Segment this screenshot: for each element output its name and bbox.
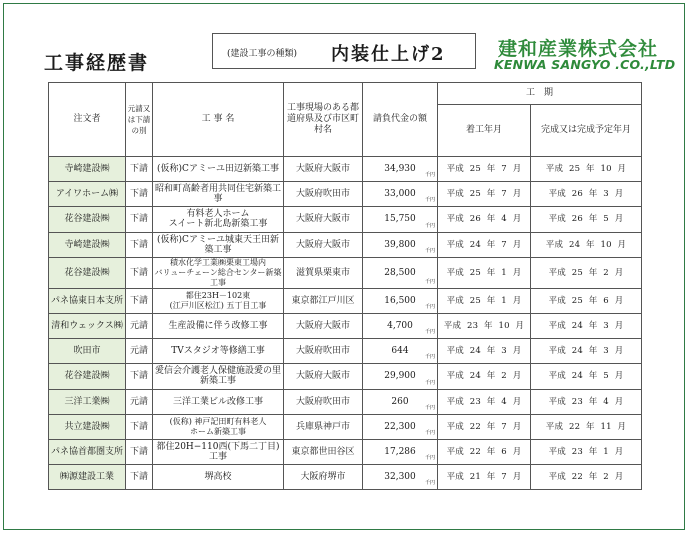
end-date-cell: 平成 25 年 2 月 (531, 257, 642, 288)
contract-type-cell: 下請 (126, 364, 153, 389)
table-row (49, 364, 642, 389)
client-cell: パネ協東日本支所 (49, 288, 126, 313)
location-cell: 大阪府堺市 (284, 465, 363, 490)
header-location: 工事現場のある都道府県及び市区町村名 (284, 83, 363, 157)
yen-unit-label: 千円 (424, 278, 435, 285)
contract-type-cell: 下請 (126, 439, 153, 464)
table-row (49, 439, 642, 464)
table-row (49, 232, 642, 257)
location-cell: 大阪府大阪市 (284, 364, 363, 389)
contract-type-cell: 下請 (126, 465, 153, 490)
yen-unit-label: 千円 (424, 303, 435, 310)
client-cell: 共立建設㈱ (49, 414, 126, 439)
amount-cell (363, 414, 438, 439)
client-cell: 清和ウェックス㈱ (49, 313, 126, 338)
project-name-cell: TVスタジオ等修繕工事 (153, 339, 284, 364)
amount-value: 33,000 (384, 189, 416, 200)
project-name-cell: (仮称)Cアミーユ城東天王田新築工事 (153, 232, 284, 257)
amount-value: 22,300 (384, 421, 416, 432)
header-client: 注文者 (49, 83, 126, 157)
location-cell: 大阪府吹田市 (284, 182, 363, 207)
amount-value: 644 (391, 346, 409, 357)
location-cell: 大阪府吹田市 (284, 339, 363, 364)
amount-value: 15,750 (384, 214, 416, 225)
amount-cell (363, 439, 438, 464)
contract-type-cell: 元請 (126, 313, 153, 338)
project-name-cell: (仮称) 神戸記田町有料老人 ホーム新築工事 (153, 414, 284, 439)
header-end: 完成又は完成予定年月 (531, 105, 642, 157)
yen-unit-label: 千円 (424, 429, 435, 436)
table-row (49, 313, 642, 338)
location-cell: 兵庫県神戸市 (284, 414, 363, 439)
company-name-jp: 建和産業株式会社 (498, 38, 659, 60)
start-date-cell: 平成 25 年 1 月 (438, 288, 531, 313)
contract-type-cell: 下請 (126, 232, 153, 257)
end-date-cell: 平成 24 年 3 月 (531, 313, 642, 338)
amount-cell (363, 207, 438, 232)
start-date-cell: 平成 22 年 6 月 (438, 439, 531, 464)
client-cell: 花谷建設㈱ (49, 364, 126, 389)
project-name-cell: 積水化学工業㈱栗東工場内 バリューチェーン総合センター新築工事 (154, 257, 282, 287)
amount-value: 28,500 (384, 267, 416, 278)
client-cell: 花谷建設㈱ (49, 207, 126, 232)
table-row (49, 389, 642, 414)
amount-value: 4,700 (387, 321, 413, 332)
amount-value: 39,800 (384, 239, 416, 250)
yen-unit-label: 千円 (424, 329, 435, 336)
start-date-cell: 平成 23 年 10 月 (438, 313, 531, 338)
header-project-name: 工 事 名 (153, 83, 284, 157)
company-name-en: KENWA SANGYO .CO.,LTD (494, 57, 676, 72)
amount-cell (363, 389, 438, 414)
project-name-cell: 三洋工業ビル改修工事 (153, 389, 284, 414)
start-date-cell: 平成 25 年 7 月 (438, 182, 531, 207)
table-row (49, 257, 642, 288)
contract-type-cell: 下請 (126, 288, 153, 313)
yen-unit-label: 千円 (424, 379, 435, 386)
location-cell: 大阪府大阪市 (284, 207, 363, 232)
table-row (49, 339, 642, 364)
contract-type-cell: 下請 (126, 207, 153, 232)
end-date-cell: 平成 23 年 1 月 (531, 439, 642, 464)
header-contract-type: 元請又は下請の別 (126, 83, 153, 157)
amount-cell (363, 257, 438, 288)
contract-type-cell: 下請 (126, 182, 153, 207)
yen-unit-label: 千円 (424, 247, 435, 254)
yen-unit-label: 千円 (424, 172, 435, 179)
table-row (49, 288, 642, 313)
start-date-cell: 平成 24 年 7 月 (438, 232, 531, 257)
amount-cell (363, 182, 438, 207)
yen-unit-label: 千円 (424, 354, 435, 361)
start-date-cell: 平成 21 年 7 月 (438, 465, 531, 490)
location-cell: 大阪府大阪市 (284, 157, 363, 182)
header-start: 着工年月 (438, 105, 531, 157)
start-date-cell: 平成 23 年 4 月 (438, 389, 531, 414)
amount-cell (363, 465, 438, 490)
project-name-cell: (仮称)Cアミーユ田辺新築工事 (153, 157, 284, 182)
document-title: 工事経歴書 (44, 52, 150, 74)
project-name-cell: 都住23H－102東 (江戸川区松江) 五丁目工事 (153, 288, 284, 313)
location-cell: 東京都世田谷区 (284, 439, 363, 464)
start-date-cell: 平成 25 年 1 月 (438, 257, 531, 288)
end-date-cell: 平成 24 年 10 月 (531, 232, 642, 257)
yen-unit-label: 千円 (424, 480, 435, 487)
construction-type-label: (建設工事の種類) (227, 49, 298, 59)
yen-unit-label: 千円 (424, 222, 435, 229)
table-row (49, 207, 642, 232)
end-date-cell: 平成 25 年 6 月 (531, 288, 642, 313)
header-amount: 請負代金の額 (363, 83, 438, 157)
start-date-cell: 平成 22 年 7 月 (438, 414, 531, 439)
contract-type-cell: 下請 (126, 257, 153, 288)
client-cell: ㈱源建設工業 (49, 465, 126, 490)
contract-type-cell: 下請 (126, 157, 153, 182)
client-cell: 吹田市 (49, 339, 126, 364)
construction-type-box (212, 33, 476, 69)
table-row (49, 414, 642, 439)
end-date-cell: 平成 23 年 4 月 (531, 389, 642, 414)
client-cell: 三洋工業㈱ (49, 389, 126, 414)
start-date-cell: 平成 24 年 2 月 (438, 364, 531, 389)
project-name-cell: 堺高校 (153, 465, 284, 490)
yen-unit-label: 千円 (424, 404, 435, 411)
end-date-cell: 平成 24 年 5 月 (531, 364, 642, 389)
end-date-cell: 平成 22 年 11 月 (531, 414, 642, 439)
project-name-cell: 生産設備に伴う改修工事 (153, 313, 284, 338)
amount-cell (363, 288, 438, 313)
amount-cell (363, 232, 438, 257)
end-date-cell: 平成 26 年 3 月 (531, 182, 642, 207)
header-period: 工 期 (438, 83, 642, 105)
amount-value: 34,930 (384, 164, 416, 175)
start-date-cell: 平成 24 年 3 月 (438, 339, 531, 364)
start-date-cell: 平成 26 年 4 月 (438, 207, 531, 232)
amount-cell (363, 364, 438, 389)
client-cell: 花谷建設㈱ (49, 257, 126, 288)
location-cell: 東京都江戸川区 (284, 288, 363, 313)
location-cell: 滋賀県栗東市 (284, 257, 363, 288)
table-row (49, 182, 642, 207)
end-date-cell: 平成 25 年 10 月 (531, 157, 642, 182)
amount-cell (363, 313, 438, 338)
amount-value: 17,286 (384, 446, 416, 457)
location-cell: 大阪府大阪市 (284, 313, 363, 338)
amount-cell (363, 339, 438, 364)
location-cell: 大阪府大阪市 (284, 232, 363, 257)
project-name-cell: 有料老人ホーム スイート新北島新築工事 (153, 207, 284, 232)
construction-history-table (48, 82, 642, 490)
contract-type-cell: 元請 (126, 339, 153, 364)
start-date-cell: 平成 25 年 7 月 (438, 157, 531, 182)
amount-cell (363, 157, 438, 182)
project-name-cell: 昭和町高齢者用共同住宅新築工事 (153, 182, 284, 207)
table-row (49, 465, 642, 490)
amount-value: 32,300 (384, 472, 416, 483)
end-date-cell: 平成 26 年 5 月 (531, 207, 642, 232)
yen-unit-label: 千円 (424, 455, 435, 462)
yen-unit-label: 千円 (424, 197, 435, 204)
client-cell: 寺崎建設㈱ (49, 157, 126, 182)
amount-value: 29,900 (384, 371, 416, 382)
construction-type-value: 内装仕上げ2 (331, 44, 446, 65)
end-date-cell: 平成 22 年 2 月 (531, 465, 642, 490)
contract-type-cell: 下請 (126, 414, 153, 439)
client-cell: パネ協首都圏支所 (49, 439, 126, 464)
location-cell: 大阪府吹田市 (284, 389, 363, 414)
table-row (49, 157, 642, 182)
contract-type-cell: 元請 (126, 389, 153, 414)
end-date-cell: 平成 24 年 3 月 (531, 339, 642, 364)
amount-value: 260 (391, 396, 409, 407)
project-name-cell: 都住20H−110西(下馬二丁目)工事 (153, 439, 284, 464)
amount-value: 16,500 (384, 295, 416, 306)
project-name-cell: 愛信会介護老人保健施設愛の里新築工事 (153, 364, 284, 389)
client-cell: アイワホーム㈱ (49, 182, 126, 207)
client-cell: 寺崎建設㈱ (49, 232, 126, 257)
